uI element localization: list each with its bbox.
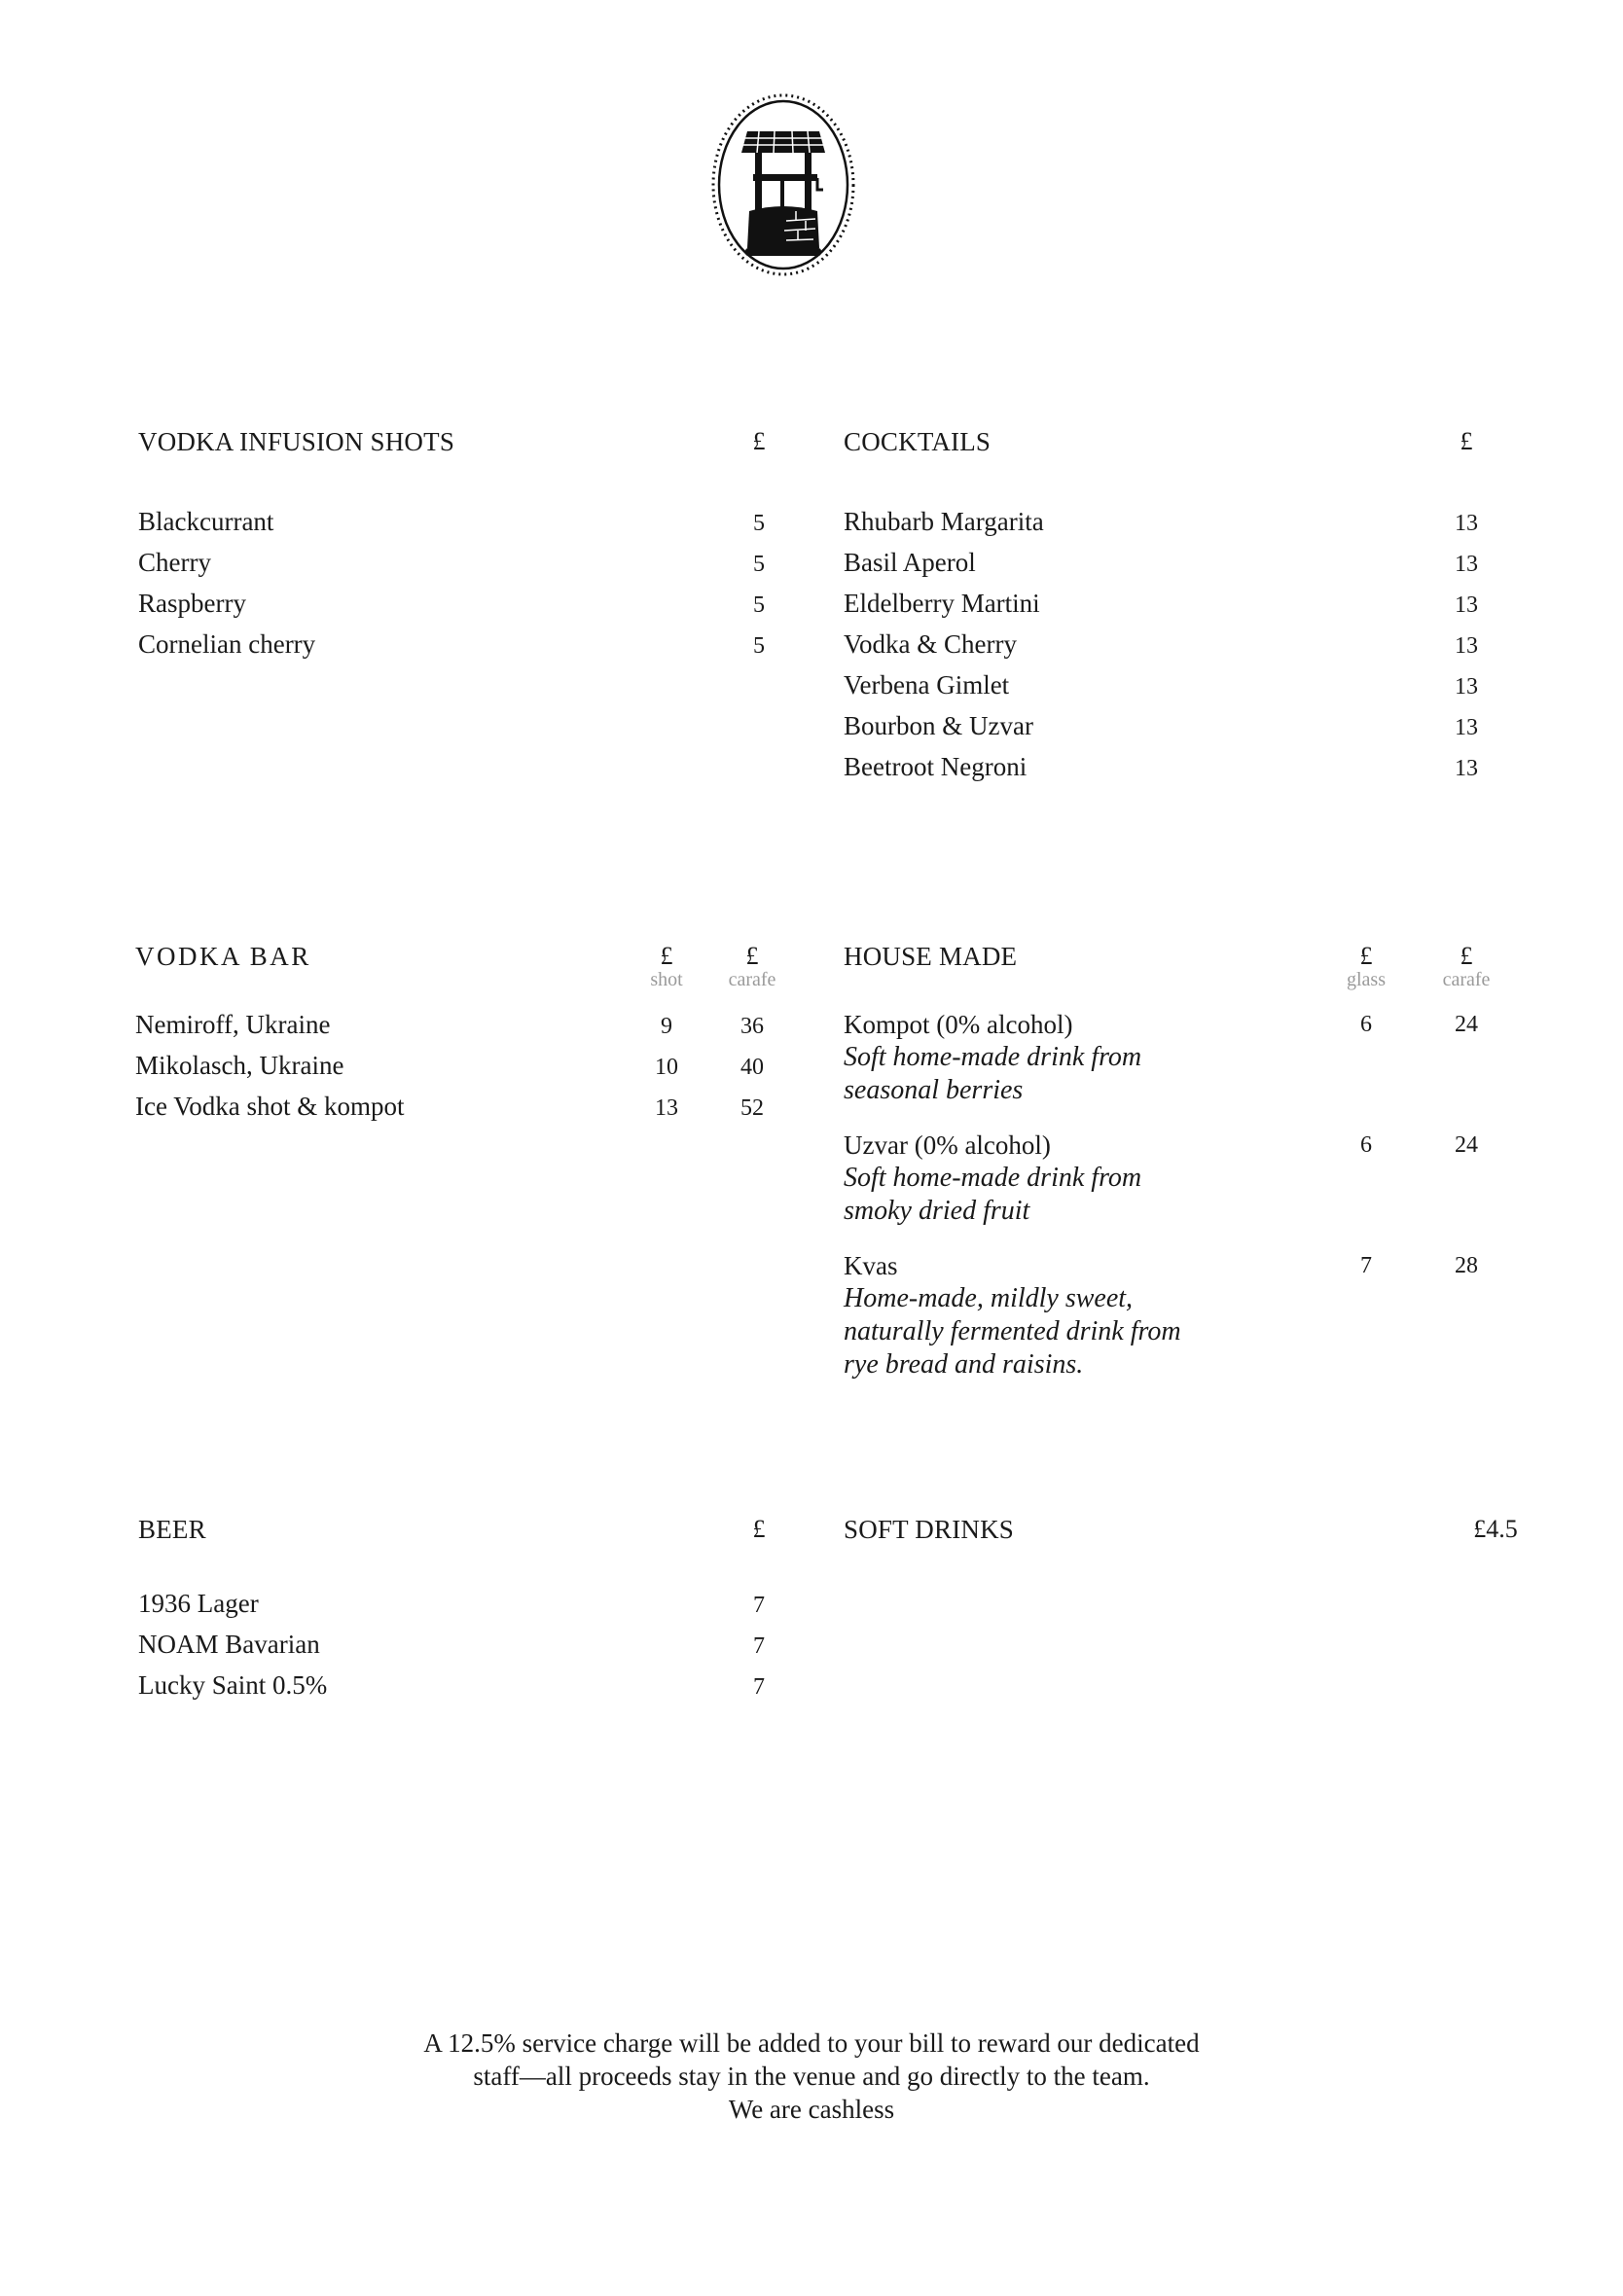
item-price: 5: [753, 552, 765, 577]
menu-item: [844, 746, 1525, 787]
item-name: Uzvar (0% alcohol): [844, 1130, 1051, 1160]
item-name: Nemiroff, Ukraine: [135, 1010, 331, 1039]
item-price: 13: [1455, 756, 1478, 781]
section-vodka-bar: [135, 940, 816, 1127]
item-price: 13: [1455, 715, 1478, 740]
column-label-carafe: carafe: [728, 969, 776, 990]
section-title: BEER: [138, 1515, 206, 1544]
item-name: Kvas: [844, 1251, 898, 1280]
item-price-carafe: 36: [740, 1014, 764, 1039]
currency-symbol: £: [752, 1515, 766, 1543]
item-description: Soft home-made drink from smoky dried fruit: [844, 1163, 1142, 1226]
section-vodka-infusion-shots: [138, 425, 800, 664]
item-price-glass: 7: [1360, 1253, 1372, 1278]
item-name: Mikolasch, Ukraine: [135, 1051, 344, 1080]
currency-symbol: £: [752, 427, 766, 455]
item-name: Basil Aperol: [844, 548, 976, 577]
item-price-carafe: 24: [1455, 1132, 1478, 1158]
column-label-carafe: carafe: [1442, 969, 1491, 990]
item-name: NOAM Bavarian: [138, 1630, 320, 1659]
item-name: Beetroot Negroni: [844, 752, 1028, 781]
section-beer: [138, 1513, 800, 1705]
menu-item: [844, 542, 1525, 583]
currency-symbol: £: [745, 942, 759, 970]
menu-item: [844, 1008, 1544, 1107]
footer-line: staff—all proceeds stay in the venue and go directly to the team.: [473, 2062, 1150, 2091]
item-name: Cherry: [138, 548, 211, 577]
section-title: SOFT DRINKS: [844, 1515, 1014, 1544]
item-price: 7: [753, 1593, 765, 1618]
menu-item: [844, 705, 1525, 746]
menu-item: [844, 1249, 1544, 1381]
menu-item: [138, 624, 800, 664]
item-price: 13: [1455, 511, 1478, 536]
menu-item: [138, 1665, 800, 1705]
service-charge-note: [0, 2027, 1623, 2126]
currency-symbol: £: [1460, 427, 1473, 455]
menu-item: [138, 583, 800, 624]
column-label-shot: shot: [650, 969, 683, 990]
menu-item: [844, 501, 1525, 542]
cashless-note: We are cashless: [728, 2095, 895, 2124]
column-label-glass: glass: [1347, 969, 1386, 990]
item-price: 5: [753, 633, 765, 659]
menu-item: [844, 583, 1525, 624]
menu-item: [138, 1583, 800, 1624]
section-house-made: [844, 940, 1544, 1403]
wishing-well-logo: [710, 92, 856, 277]
section-cocktails: [844, 425, 1525, 787]
item-price: 5: [753, 592, 765, 618]
item-price-glass: 6: [1360, 1132, 1372, 1158]
footer-line: A 12.5% service charge will be added to your bill to reward our dedicated: [423, 2028, 1200, 2058]
item-price: 13: [1455, 633, 1478, 659]
currency-symbol: £: [1359, 942, 1373, 970]
item-price-carafe: 28: [1455, 1253, 1478, 1278]
menu-item: [844, 624, 1525, 664]
wishing-well-icon: [710, 92, 856, 277]
item-name: Ice Vodka shot & kompot: [135, 1092, 405, 1121]
item-name: Kompot (0% alcohol): [844, 1010, 1073, 1039]
item-price: 7: [753, 1633, 765, 1659]
currency-symbol: £: [1460, 942, 1473, 970]
item-price: 13: [1455, 674, 1478, 700]
item-price-shot: 10: [655, 1055, 678, 1080]
section-soft-drinks: [844, 1513, 1544, 1552]
section-title: HOUSE MADE: [844, 942, 1018, 971]
menu-item: [138, 542, 800, 583]
item-name: Rhubarb Margarita: [844, 507, 1044, 536]
section-title: VODKA BAR: [135, 942, 311, 971]
currency-symbol: £: [660, 942, 673, 970]
item-name: Lucky Saint 0.5%: [138, 1670, 328, 1700]
item-name: Blackcurrant: [138, 507, 274, 536]
item-price-carafe: 24: [1455, 1012, 1478, 1037]
item-name: Verbena Gimlet: [844, 670, 1010, 700]
menu-item: [135, 1086, 816, 1127]
item-price-carafe: 52: [740, 1095, 764, 1121]
item-name: Raspberry: [138, 589, 246, 618]
item-name: 1936 Lager: [138, 1589, 259, 1618]
item-name: Cornelian cherry: [138, 629, 316, 659]
item-price: 5: [753, 511, 765, 536]
menu-item: [138, 501, 800, 542]
item-price-carafe: 40: [740, 1055, 764, 1080]
item-price: 13: [1455, 592, 1478, 618]
item-description: Soft home-made drink from seasonal berries: [844, 1042, 1142, 1105]
item-name: Vodka & Cherry: [844, 629, 1017, 659]
item-name: Eldelberry Martini: [844, 589, 1040, 618]
menu-item: [844, 1129, 1544, 1228]
item-price-shot: 9: [661, 1014, 672, 1039]
item-price: 13: [1455, 552, 1478, 577]
menu-item: [135, 1045, 816, 1086]
soft-drinks-price: £4.5: [1473, 1515, 1518, 1543]
item-name: Bourbon & Uzvar: [844, 711, 1033, 740]
section-title: COCKTAILS: [844, 427, 992, 456]
item-price-shot: 13: [655, 1095, 678, 1121]
item-price: 7: [753, 1674, 765, 1700]
section-title: VODKA INFUSION SHOTS: [138, 427, 455, 456]
menu-item: [135, 1004, 816, 1045]
item-description: Home-made, mildly sweet, naturally fermented drink from rye bread and raisins.: [844, 1283, 1181, 1380]
menu-item: [138, 1624, 800, 1665]
menu-item: [844, 664, 1525, 705]
item-price-glass: 6: [1360, 1012, 1372, 1037]
